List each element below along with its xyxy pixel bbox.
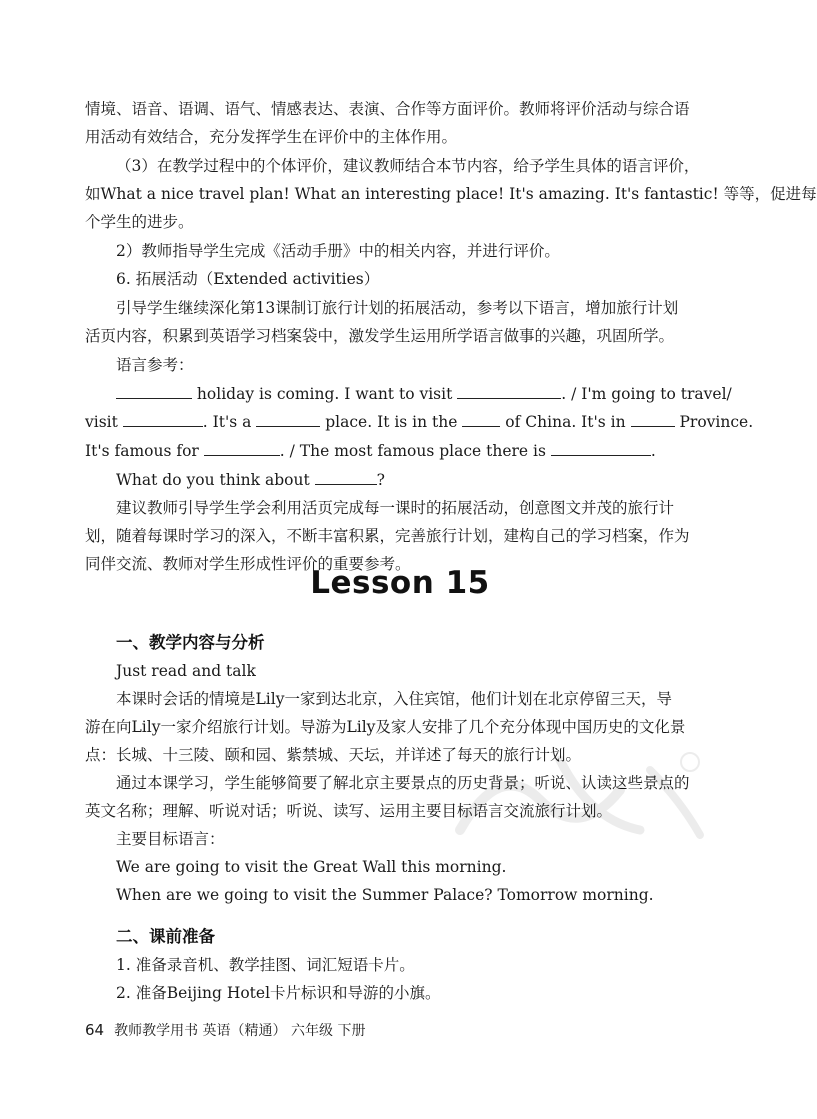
paragraph-line: 本课时会话的情境是Lily一家到达北京，入住宾馆，他们计划在北京停留三天，导 (116, 690, 672, 708)
reference-line (85, 411, 754, 433)
reference-text: holiday is coming. I want to visit (192, 385, 458, 403)
section-heading: 一、教学内容与分析 (116, 633, 265, 652)
reference-line (116, 383, 732, 405)
paragraph-line: 通过本课学习，学生能够简要了解北京主要景点的历史背景；听说、认读这些景点的 (116, 774, 690, 792)
page-number: 64 (85, 1021, 105, 1039)
page-footer (85, 1020, 365, 1041)
fill-blank (631, 412, 675, 427)
book-title: 教师教学用书 英语（精通） 六年级 下册 (114, 1023, 366, 1039)
reference-text: . / I'm going to travel/ (561, 385, 732, 403)
paragraph-line: 活页内容，积累到英语学习档案袋中，激发学生运用所学语言做事的兴趣，巩固所学。 (85, 327, 675, 345)
reference-text: ? (376, 471, 385, 489)
fill-blank (116, 384, 192, 399)
reference-text: of China. It's in (500, 413, 631, 431)
fill-blank (457, 384, 561, 399)
paragraph-line: 点：长城、十三陵、颐和园、紫禁城、天坛，并详述了每天的旅行计划。 (85, 746, 582, 764)
paragraph-line: 划，随着每课时学习的深入，不断丰富积累，完善旅行计划，建构自己的学习档案，作为 (85, 527, 690, 545)
fill-blank (315, 470, 377, 485)
target-sentence: We are going to visit the Great Wall this morning. (116, 858, 507, 876)
paragraph-line: 情境、语音、语调、语气、情感表达、表演、合作等方面评价。教师将评价活动与综合语 (85, 100, 690, 118)
reference-line (85, 440, 700, 462)
reference-text: . (650, 442, 656, 460)
paragraph-line: 引导学生继续深化第13课制订旅行计划的拓展活动，参考以下语言，增加旅行计划 (116, 299, 679, 317)
paragraph-line: （3）在教学过程中的个体评价，建议教师结合本节内容，给予学生具体的语言评价， (116, 157, 700, 175)
reference-text: What do you think about (116, 471, 315, 489)
paragraph-line: 同伴交流、教师对学生形成性评价的重要参考。 (85, 555, 411, 573)
paragraph-line: 游在向Lily一家介绍旅行计划。导游为Lily及家人安排了几个充分体现中国历史的文化景 (85, 718, 686, 736)
fill-blank (123, 412, 203, 427)
list-item: 2. 准备Beijing Hotel卡片标识和导游的小旗。 (116, 984, 441, 1002)
reference-text: Province. (674, 413, 754, 431)
reference-line (116, 469, 700, 491)
reference-text: place. It is in the (320, 413, 463, 431)
publisher-watermark (440, 740, 720, 850)
subsection-title: 6. 拓展活动（Extended activities） (116, 270, 380, 288)
paragraph-line: 个学生的进步。 (85, 213, 194, 231)
list-item: 1. 准备录音机、教学挂图、词汇短语卡片。 (116, 956, 415, 974)
fill-blank (462, 412, 500, 427)
paragraph-line: 2）教师指导学生完成《活动手册》中的相关内容，并进行评价。 (116, 242, 560, 260)
reference-label: 语言参考： (116, 356, 194, 374)
target-sentence: When are we going to visit the Summer Palace? Tomorrow morning. (116, 886, 654, 904)
target-language-label: 主要目标语言： (116, 830, 225, 848)
reference-text: . It's a (202, 413, 257, 431)
reference-text: visit (85, 413, 123, 431)
section-heading: 二、课前准备 (116, 927, 215, 946)
paragraph-line: 英文名称；理解、听说对话；听说、读写、运用主要目标语言交流旅行计划。 (85, 802, 613, 820)
fill-blank (204, 441, 280, 456)
lesson-title: Lesson 15 (310, 565, 490, 601)
section-subtitle: Just read and talk (116, 662, 256, 680)
fill-blank (551, 441, 651, 456)
paragraph-line: 建议教师引导学生学会利用活页完成每一课时的拓展活动，创意图文并茂的旅行计 (116, 499, 675, 517)
paragraph-line: 用活动有效结合，充分发挥学生在评价中的主体作用。 (85, 128, 458, 146)
reference-text: . / The most famous place there is (279, 442, 551, 460)
paragraph-line: 如What a nice travel plan! What an interesting place! It's amazing. It's fantastic! 等等，促进每 (85, 185, 817, 203)
fill-blank (256, 412, 320, 427)
reference-text: It's famous for (85, 442, 204, 460)
